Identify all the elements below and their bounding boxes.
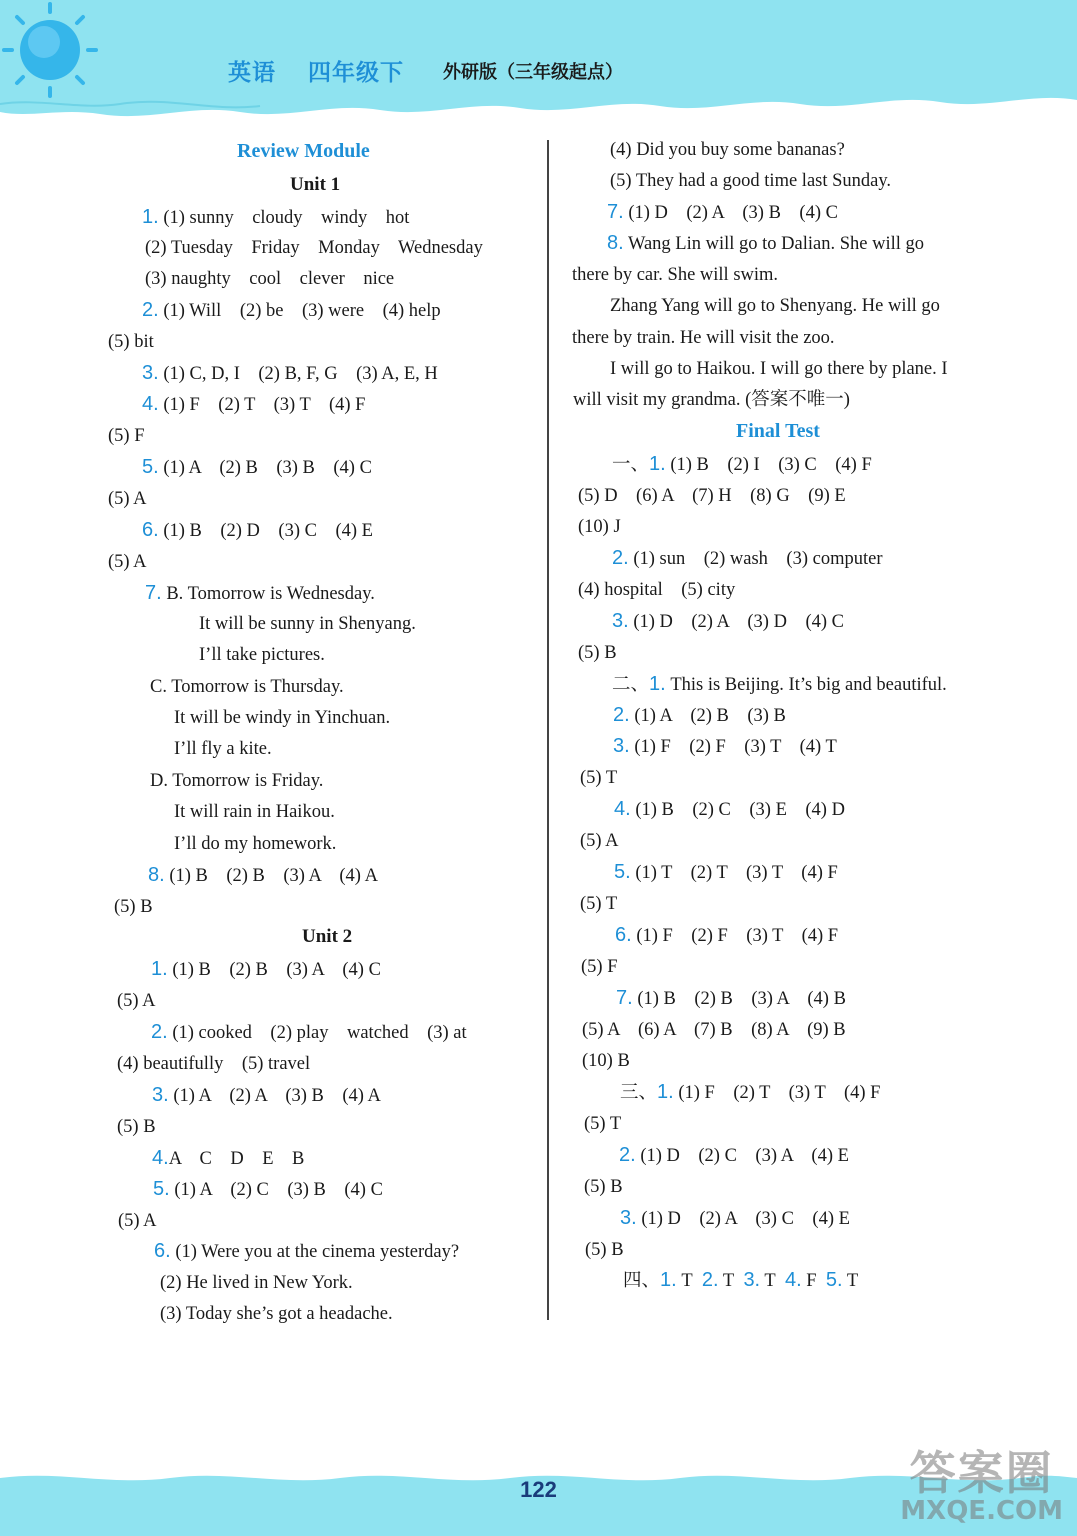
answer-text: (1) Will (2) be (3) were (4) help [163,301,441,321]
question-number: 5. [153,1178,170,1200]
final-test-heading: Final Test [736,420,820,442]
answer-text: (1) B (2) D (3) C (4) E [163,521,373,541]
question-number: 2. [701,1269,719,1291]
question-number: 8. [607,232,624,254]
u1-q8-line2: (5) B [114,897,153,917]
s1-q2-line1 [612,546,882,571]
question-number: 1. [142,206,159,228]
u1-q5-line2: (5) A [108,489,147,509]
answer-text: (1) A (2) C (3) B (4) C [174,1180,383,1200]
question-number: 6. [154,1240,171,1262]
answer-text: (1) C, D, I (2) B, F, G (3) A, E, H [163,364,438,384]
u1-q7-line3: I’ll take pictures. [199,645,325,665]
answer-text: T [722,1271,735,1291]
question-number: 2. [619,1144,636,1166]
answer-text: (1) sun (2) wash (3) computer [633,549,883,569]
r-q8-line4: there by train. He will visit the zoo. [572,328,835,348]
answer-text: T [681,1271,693,1291]
question-number: 1. [660,1269,677,1291]
subject-title: 英语 [228,60,276,86]
r-q6-line5: (5) They had a good time last Sunday. [610,171,892,191]
question-number: 4. [142,393,159,415]
s4-line [623,1268,858,1293]
question-number: 5. [825,1269,843,1291]
page-header [0,0,1077,130]
s2-q4-line2: (5) A [580,831,619,851]
u2-q6-line3: (3) Today she’s got a headache. [160,1304,393,1324]
s2-q1-line [612,672,947,697]
r-q8-line2: there by car. She will swim. [572,265,779,285]
question-number: 3. [142,362,159,384]
s1-q1-line2: (5) D (6) A (7) H (8) G (9) E [578,486,846,506]
answer-text: (1) D (2) A (3) B (4) C [628,203,838,223]
u2-q1-line1 [151,957,381,982]
answer-text: (1) B (2) B (3) A (4) A [169,866,378,886]
s3-q1-line2: (5) T [584,1114,622,1134]
u1-q2-line1 [142,298,441,323]
u1-q7-line8: It will rain in Haikou. [174,802,335,822]
u1-q4-line2: (5) F [108,426,145,446]
question-number: 4. [614,798,631,820]
answer-text: This is Beijing. It’s big and beautiful. [670,675,947,695]
s3-q1-line1 [620,1080,880,1105]
question-number: 4. [152,1147,169,1169]
s2-q3-line2: (5) T [580,768,618,788]
u1-q7-line4: C. Tomorrow is Thursday. [150,677,344,697]
u1-q7-line5: It will be windy in Yinchuan. [174,708,391,728]
u1-q6-line1 [142,518,373,543]
sun-logo-icon [0,0,100,100]
s2-q3-line1 [613,734,837,759]
question-number: 2. [612,547,629,569]
section-label: 四、 [623,1271,661,1291]
question-number: 2. [151,1021,168,1043]
answer-text: (1) sunny cloudy windy hot [163,208,410,228]
answer-text: B. Tomorrow is Wednesday. [166,584,375,604]
answer-text: (1) F (2) T (3) T (4) F [163,395,366,415]
u1-q6-line2: (5) A [108,552,147,572]
s1-q1-line3: (10) J [578,517,621,537]
s2-q6-line2: (5) F [581,957,618,977]
section-label: 三、 [620,1083,658,1103]
s3-q2-line2: (5) B [584,1177,623,1197]
u1-q7-line7: D. Tomorrow is Friday. [150,771,324,791]
answer-text: (1) D (2) A (3) D (4) C [633,612,844,632]
s2-q5-line1 [614,860,838,885]
column-divider [547,140,549,1320]
s2-q5-line2: (5) T [580,894,618,914]
question-number: 4. [784,1269,802,1291]
answer-text: A C D E B [168,1149,305,1169]
question-number: 3. [620,1207,637,1229]
answer-text: (1) T (2) T (3) T (4) F [635,863,838,883]
review-module-heading: Review Module [237,140,370,162]
question-number: 3. [612,610,629,632]
s2-q4-line1 [614,797,845,822]
u1-q2-line2: (5) bit [108,332,154,352]
u2-q5-line1 [153,1177,383,1202]
u2-q3-line1 [152,1083,381,1108]
answer-text: (1) cooked (2) play watched (3) at [172,1023,467,1043]
u1-q7-line1 [145,581,375,606]
u1-q7-line2: It will be sunny in Shenyang. [199,614,416,634]
answer-text: (1) B (2) C (3) E (4) D [635,800,845,820]
s2-q7-line3: (10) B [582,1051,630,1071]
answer-text: (1) D (2) C (3) A (4) E [640,1146,849,1166]
answer-text: (1) D (2) A (3) C (4) E [641,1209,850,1229]
question-number: 3. [152,1084,169,1106]
edition-title: 外研版（三年级起点） [443,62,623,83]
u1-q7-line9: I’ll do my homework. [174,834,337,854]
question-number: 1. [151,958,168,980]
s1-q2-line2: (4) hospital (5) city [578,580,736,600]
u1-q3-line1 [142,361,438,386]
s3-q3-line2: (5) B [585,1240,624,1260]
question-number: 1. [649,673,666,695]
answer-text: (1) F (2) F (3) T (4) F [636,926,839,946]
u2-q1-line2: (5) A [117,991,156,1011]
u1-q8-line1 [148,863,378,888]
u2-q6-line1 [154,1239,459,1264]
question-number: 2. [613,704,630,726]
r-q8-line6: will visit my grandma. (答案不唯一) [573,390,850,410]
u2-q4-line1 [152,1146,304,1171]
answer-text: F [806,1271,817,1291]
answer-text: (1) A (2) A (3) B (4) A [173,1086,381,1106]
u1-q1-line1 [142,205,409,230]
answer-text: (1) B (2) B (3) A (4) B [637,989,846,1009]
question-number: 8. [148,864,165,886]
question-number: 7. [145,582,162,604]
watermark-en: MXQE.COM [900,1496,1063,1526]
question-number: 5. [614,861,631,883]
answer-text: (1) B (2) I (3) C (4) F [670,455,872,475]
u2-q6-line2: (2) He lived in New York. [160,1273,353,1293]
s2-q7-line2: (5) A (6) A (7) B (8) A (9) B [582,1020,846,1040]
question-number: 6. [142,519,159,541]
s1-q3-line1 [612,609,844,634]
answer-text: (1) A (2) B (3) B [634,706,786,726]
question-number: 1. [649,453,666,475]
s1-q1-line1 [612,452,872,477]
s2-q7-line1 [616,986,846,1011]
u2-q3-line2: (5) B [117,1117,156,1137]
answer-text: (1) Were you at the cinema yesterday? [175,1242,460,1262]
r-q8-line5: I will go to Haikou. I will go there by plane. I [610,359,948,379]
question-number: 3. [743,1269,761,1291]
r-q6-line4: (4) Did you buy some bananas? [610,140,845,160]
answer-text: (1) F (2) F (3) T (4) T [634,737,837,757]
r-q8-line3: Zhang Yang will go to Shenyang. He will go [610,296,940,316]
page-number: 122 [520,1477,557,1502]
u1-q4-line1 [142,392,365,417]
u1-q1-line2: (2) Tuesday Friday Monday Wednesday [145,238,483,258]
watermark-cn: 答案圈 [909,1446,1054,1500]
answer-text: (1) B (2) B (3) A (4) C [172,960,381,980]
u1-q7-line6: I’ll fly a kite. [174,739,272,759]
s1-q3-line2: (5) B [578,643,617,663]
s2-q6-line1 [615,923,838,948]
s3-q2-line1 [619,1143,849,1168]
question-number: 7. [607,201,624,223]
answer-text: T [846,1271,859,1291]
answer-text: (1) A (2) B (3) B (4) C [163,458,372,478]
answer-text: Wang Lin will go to Dalian. She will go [627,234,925,254]
u1-q1-line3: (3) naughty cool clever nice [145,269,395,289]
u1-q5-line1 [142,455,372,480]
answer-text: (1) F (2) T (3) T (4) F [678,1083,881,1103]
question-number: 5. [142,456,159,478]
question-number: 7. [616,987,633,1009]
unit2-heading: Unit 2 [302,926,353,947]
u2-q2-line2: (4) beautifully (5) travel [117,1054,311,1074]
u2-q5-line2: (5) A [118,1211,157,1231]
grade-title: 四年级下 [308,60,404,86]
s3-q3-line1 [620,1206,850,1231]
question-number: 2. [142,299,159,321]
question-number: 1. [657,1081,674,1103]
watermark-logo [900,1446,1063,1526]
question-number: 6. [615,924,632,946]
question-number: 3. [613,735,630,757]
unit1-heading: Unit 1 [290,174,341,195]
section-label: 一、 [612,455,650,475]
s2-q2-line [613,703,786,728]
answer-text: T [764,1271,776,1291]
r-q7-line [607,200,838,225]
u2-q2-line1 [151,1020,467,1045]
section-label: 二、 [612,675,650,695]
r-q8-line1 [607,231,924,256]
